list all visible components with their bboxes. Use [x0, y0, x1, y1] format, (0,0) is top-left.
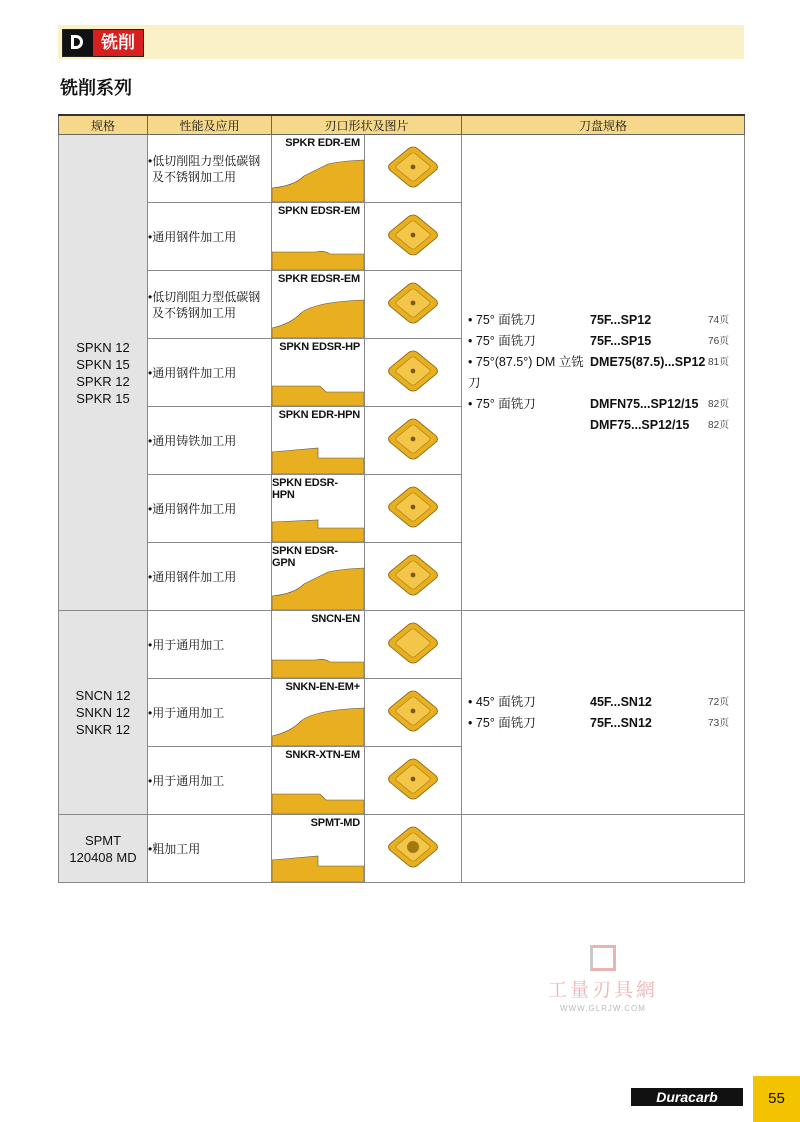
- holder-page-ref: 73页: [708, 717, 730, 729]
- edge-profile-icon: [272, 156, 364, 202]
- insert-image-cell: [365, 339, 462, 407]
- insert-photo-icon: [381, 275, 445, 331]
- edge-profile-shape: [272, 300, 364, 338]
- edge-shape-cell: [272, 271, 365, 339]
- insert-image-cell: [365, 611, 462, 679]
- holder-type: • 45° 面铣刀: [468, 694, 536, 709]
- holder-type: • 75° 面铣刀: [468, 396, 536, 411]
- application-text: •粗加工用: [148, 841, 201, 856]
- holder-model: DMF75...SP12/15: [590, 417, 690, 432]
- holder-line: [462, 713, 744, 734]
- table-row: [59, 611, 745, 679]
- edge-shape-cell: [272, 135, 365, 203]
- holder-line: [462, 692, 744, 713]
- header-band: [58, 25, 744, 59]
- application-cell: [148, 475, 272, 543]
- application-cell: [148, 135, 272, 203]
- holder-line: [462, 331, 744, 352]
- application-text: •通用钢件加工用: [148, 501, 237, 516]
- holder-type: • 75° 面铣刀: [468, 715, 536, 730]
- application-text: •用于通用加工: [148, 637, 225, 652]
- spec-line: SNKR 12: [75, 722, 131, 737]
- holder-model: 75F...SP15: [590, 333, 652, 348]
- header-holder: 刀盘规格: [462, 115, 745, 135]
- watermark: [538, 945, 668, 1015]
- edge-profile-icon: [272, 836, 364, 882]
- edge-profile-icon: [272, 428, 364, 474]
- section-tag-label: 铣削: [93, 30, 143, 56]
- edge-profile-icon: [272, 292, 364, 338]
- insert-code-label: SPKR EDSR-EM: [278, 273, 360, 285]
- edge-profile-shape: [272, 251, 364, 270]
- holder-type: • 75° 面铣刀: [468, 333, 536, 348]
- insert-photo-icon: [381, 615, 445, 671]
- insert-image-cell: [365, 135, 462, 203]
- insert-code-label: SPKN EDR-HPN: [278, 409, 360, 421]
- holder-line: [462, 415, 744, 436]
- insert-photo-icon: [381, 343, 445, 399]
- header-application: 性能及应用: [148, 115, 272, 135]
- brand-d-icon: [63, 30, 93, 56]
- edge-profile-shape: [272, 520, 364, 542]
- holder-model: 75F...SP12: [590, 312, 652, 327]
- insert-code-label: SPKN EDSR-GPN: [272, 545, 338, 569]
- holder-page-ref: 82页: [708, 398, 730, 410]
- application-text: •通用钢件加工用: [148, 365, 237, 380]
- holder-model: 45F...SN12: [590, 694, 652, 709]
- insert-screw-hole: [411, 165, 416, 170]
- edge-profile-shape: [272, 568, 364, 610]
- edge-profile-icon: [272, 700, 364, 746]
- application-cell: [148, 271, 272, 339]
- application-text: •通用钢件加工用: [148, 229, 237, 244]
- spec-cell: [59, 135, 148, 611]
- insert-photo-icon: [381, 411, 445, 467]
- edge-profile-icon: [272, 564, 364, 610]
- holder-type: • 75° 面铣刀: [468, 312, 536, 327]
- application-text: 及不锈钢加工用: [152, 169, 237, 184]
- spec-line: SPKN 12: [76, 339, 130, 355]
- holder-model: DMFN75...SP12/15: [590, 396, 699, 411]
- insert-code-label: SNKN-EN-EM+: [285, 681, 360, 693]
- application-cell: [148, 611, 272, 679]
- edge-shape-cell: [272, 407, 365, 475]
- table-row: [59, 815, 745, 883]
- holder-line: [462, 352, 744, 394]
- insert-image-cell: [365, 747, 462, 815]
- edge-profile-shape: [272, 708, 364, 746]
- insert-image-cell: [365, 475, 462, 543]
- insert-photo-icon: [381, 751, 445, 807]
- holder-line: [462, 394, 744, 415]
- insert-photo-icon: [381, 547, 445, 603]
- insert-photo-icon: [381, 207, 445, 263]
- application-cell: [148, 543, 272, 611]
- application-cell: [148, 339, 272, 407]
- spec-line: SPKR 15: [76, 390, 130, 406]
- spec-cell: [59, 611, 148, 815]
- spec-line: SPKR 12: [76, 373, 130, 389]
- edge-shape-cell: [272, 475, 365, 543]
- header-shape: 刃口形状及图片: [272, 115, 462, 135]
- insert-image-cell: [365, 679, 462, 747]
- edge-profile-icon: [272, 496, 364, 542]
- edge-shape-cell: [272, 543, 365, 611]
- insert-screw-hole: [407, 841, 419, 853]
- insert-code-label: SPKN EDSR-HP: [279, 341, 360, 353]
- edge-profile-shape: [272, 794, 364, 814]
- holder-cell: [462, 815, 745, 883]
- edge-shape-cell: [272, 203, 365, 271]
- holder-page-ref: 82页: [708, 419, 730, 431]
- edge-profile-icon: [272, 768, 364, 814]
- page-title: 铣削系列: [60, 78, 132, 98]
- insert-code-label: SNKR-XTN-EM: [285, 749, 360, 761]
- insert-code-label: SPKN EDSR-EM: [278, 205, 360, 217]
- holder-page-ref: 72页: [708, 696, 730, 708]
- insert-screw-hole: [411, 301, 416, 306]
- insert-screw-hole: [411, 573, 416, 578]
- insert-image-cell: [365, 407, 462, 475]
- edge-profile-shape: [272, 160, 364, 202]
- watermark-url: WWW.GLRJW.COM: [560, 1004, 646, 1013]
- edge-profile-shape: [272, 386, 364, 406]
- application-text: •通用钢件加工用: [148, 569, 237, 584]
- watermark-text: 工量刃具網: [547, 980, 658, 1001]
- insert-code-label: SPKN EDSR-HPN: [272, 477, 338, 501]
- insert-screw-hole: [411, 233, 416, 238]
- holder-type: [468, 415, 590, 436]
- watermark-logo-icon: [590, 945, 616, 971]
- spec-line: SPMT: [84, 832, 122, 848]
- insert-photo-icon: [381, 683, 445, 739]
- holder-page-ref: 76页: [708, 335, 730, 347]
- edge-profile-shape: [272, 856, 364, 882]
- insert-screw-hole: [411, 709, 416, 714]
- holder-cell: [462, 135, 745, 611]
- edge-profile-icon: [272, 224, 364, 270]
- insert-screw-hole: [411, 505, 416, 510]
- edge-shape-cell: [272, 339, 365, 407]
- insert-screw-hole: [411, 369, 416, 374]
- spec-line: SNCN 12: [75, 688, 131, 703]
- edge-shape-cell: [272, 611, 365, 679]
- application-text: •用于通用加工: [148, 705, 225, 720]
- edge-shape-cell: [272, 747, 365, 815]
- edge-profile-shape: [272, 448, 364, 474]
- edge-profile-icon: [272, 360, 364, 406]
- application-cell: [148, 407, 272, 475]
- application-text: 及不锈钢加工用: [152, 305, 237, 320]
- application-text: •低切削阻力型低碳钢: [148, 289, 261, 304]
- header-spec: 规格: [59, 115, 148, 135]
- insert-image-cell: [365, 815, 462, 883]
- application-text: •低切削阻力型低碳钢: [148, 153, 261, 168]
- insert-screw-hole: [411, 777, 416, 782]
- insert-image-cell: [365, 271, 462, 339]
- table-header-row: [59, 115, 745, 135]
- holder-model: DME75(87.5)...SP12: [590, 354, 706, 369]
- insert-photo-icon: [381, 819, 445, 875]
- application-cell: [148, 679, 272, 747]
- insert-image-cell: [365, 203, 462, 271]
- edge-profile-shape: [272, 659, 364, 678]
- spec-line: SNKN 12: [75, 705, 131, 720]
- insert-photo-icon: [381, 479, 445, 535]
- application-cell: [148, 203, 272, 271]
- page-number: 55: [753, 1076, 800, 1122]
- insert-screw-hole: [411, 437, 416, 442]
- holder-type: • 75°(87.5°) DM 立铣刀: [468, 354, 584, 390]
- holder-cell: [462, 611, 745, 815]
- application-cell: [148, 747, 272, 815]
- brand-logo: Duracarb: [631, 1088, 743, 1106]
- insert-photo-icon: [381, 139, 445, 195]
- spec-line: 120408 MD: [69, 849, 137, 865]
- insert-table: [58, 114, 745, 883]
- application-cell: [148, 815, 272, 883]
- holder-page-ref: 81页: [708, 356, 730, 368]
- application-text: •用于通用加工: [148, 773, 225, 788]
- insert-code-label: SPMT-MD: [310, 817, 360, 829]
- holder-line: [462, 310, 744, 331]
- spec-cell: [59, 815, 148, 883]
- insert-code-label: SPKR EDR-EM: [285, 137, 360, 149]
- insert-code-label: SNCN-EN: [311, 613, 360, 625]
- insert-image-cell: [365, 543, 462, 611]
- table-row: [59, 135, 745, 203]
- spec-line: SPKN 15: [76, 356, 130, 372]
- edge-shape-cell: [272, 679, 365, 747]
- holder-page-ref: 74页: [708, 314, 730, 326]
- edge-profile-icon: [272, 632, 364, 678]
- holder-model: 75F...SN12: [590, 715, 652, 730]
- edge-shape-cell: [272, 815, 365, 883]
- application-text: •通用铸铁加工用: [148, 433, 237, 448]
- section-tag: [62, 29, 144, 57]
